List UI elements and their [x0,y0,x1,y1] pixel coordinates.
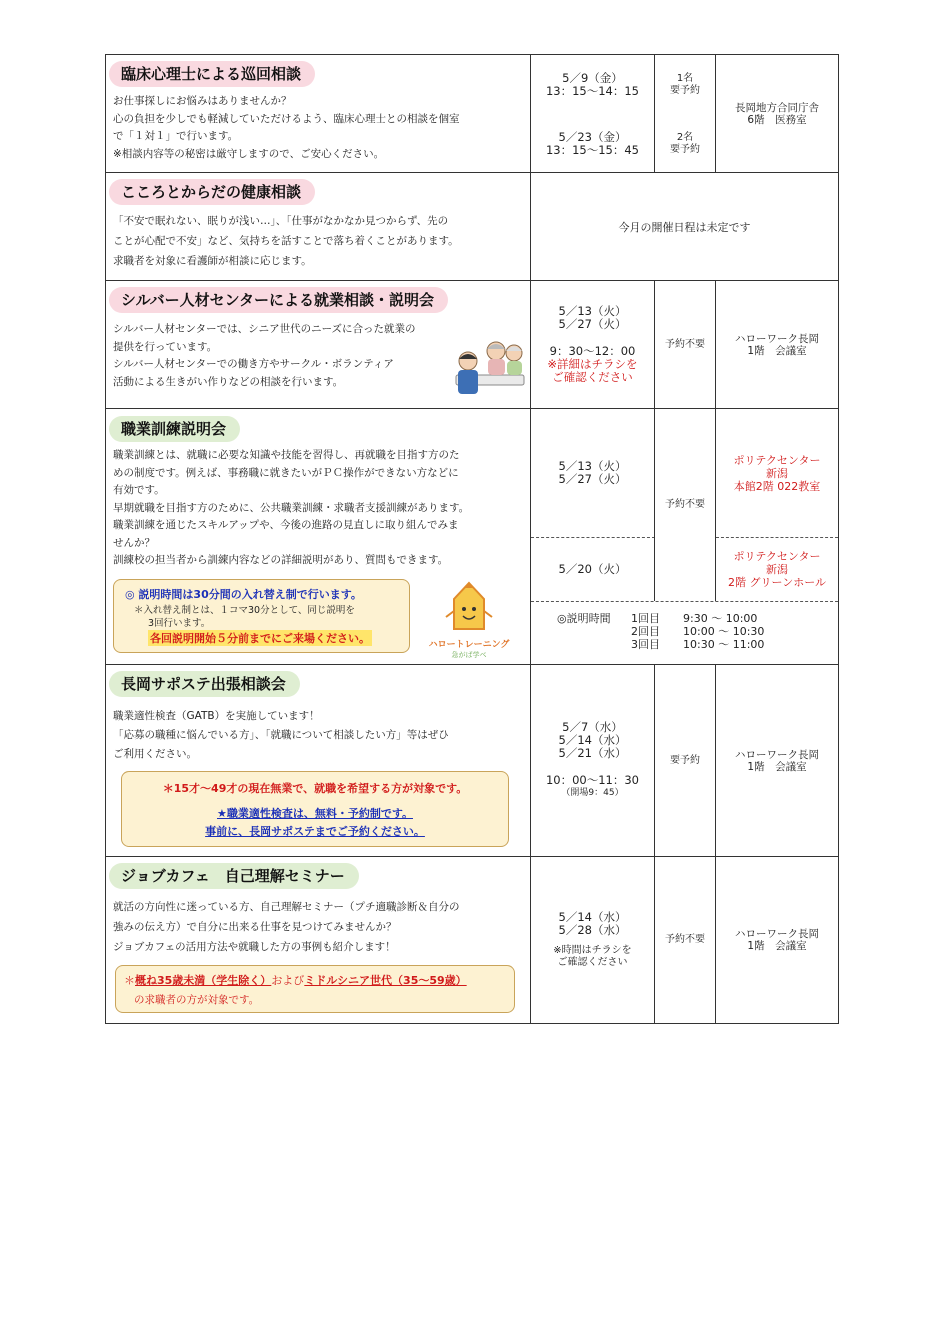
session-time: 10：00〜11：30 [545,773,640,787]
schedule-slot: 2回目 [631,625,660,638]
body-line: 職業訓練とは、就職に必要な知識や技能を習得し、再就職を目指す方のた [113,449,460,461]
session-date: 5／23（金） [558,129,627,144]
session-date: 5／9（金） [562,70,623,85]
schedule-slot: 1回目 [631,612,660,625]
row-title: 長岡サポステ出張相談会 [109,671,300,697]
pencil-character-icon [424,581,514,633]
row-body [113,897,460,957]
venue-line: 1階 会議室 [747,344,807,357]
session-date: 5／13（火） [558,459,627,473]
session-date: 5／21（水） [558,746,627,760]
venue-line: ハローワーク長岡 [735,928,819,940]
session-datetime [531,537,655,601]
row-title: 臨床心理士による巡回相談 [109,61,315,87]
row-silver-center [105,281,839,409]
time-note: ご確認ください [552,370,633,384]
row-title: こころとからだの健康相談 [109,179,315,205]
notice-line: の求職者の方が対象です。 [134,994,260,1006]
body-line: 求職者を対象に看護師が相談に応じます。 [113,255,312,267]
row-title: シルバー人材センターによる就業相談・説明会 [109,287,448,313]
session-datetime [531,114,655,173]
schedule-time: 9:30 〜 10:00 [683,612,758,625]
schedule-slot: 3回目 [631,638,660,651]
body-line: 職業適性検査（GATB）を実施しています！ [113,710,320,722]
schedule-table [105,54,839,1024]
row-body [113,447,469,570]
session-time: 13：15〜15：45 [545,142,640,157]
session-date: 5／28（水） [558,923,627,937]
divider [531,601,838,602]
session-datetime [531,55,655,114]
time-note: ※詳細はチラシを [547,357,638,371]
venue-line: 6階 医務室 [747,114,807,126]
row-body [113,211,459,271]
body-line: ご利用ください。 [113,748,197,760]
session-date: 5／27（火） [558,472,627,486]
session-date: 5／14（水） [558,910,627,924]
venue [716,409,838,537]
body-line: シルバー人材センターでの働き方やサークル・ボランティア [113,358,394,370]
row-description [106,173,531,280]
venue-line: 新潟 [766,466,788,480]
row-clinical-psychologist [105,54,839,173]
reservation: 要予約 [670,143,700,155]
row-saposute [105,665,839,857]
body-line: ことが心配で不安」など、気持ちを話すことで落ち着くことがあります。 [113,235,459,247]
notice-line: ◎ 説明時間は30分間の入れ替え制で行います。 [125,588,362,601]
body-line: で「１対１」で行います。 [113,130,239,142]
row-title: ジョブカフェ 自己理解セミナー [109,863,359,889]
session-datetime [531,281,655,408]
venue-line: 本館2階 022教室 [733,479,821,493]
row-title: 職業訓練説明会 [109,416,240,442]
row-description [106,55,531,172]
session-date: 5／20（火） [558,561,627,576]
body-line: ※相談内容等の秘密は厳守しますので、ご安心ください。 [113,147,385,160]
body-line: 訓練校の担当者から訓練内容などの詳細説明があり、質問もできます。 [113,554,449,566]
schedule-time: 10:30 〜 11:00 [683,638,765,651]
notice-box [113,579,410,653]
row-description [106,665,531,856]
schedule-label: ◎説明時間 [557,612,611,625]
notice-line [124,972,467,988]
row-body [113,321,416,391]
venue-line: 長岡地方合同庁舎 [735,102,819,114]
reservation: 予約不要 [655,281,716,408]
notice-line: 3回行います。 [148,618,211,629]
notice-text: および [271,974,305,987]
body-line: 有効です。 [113,484,165,496]
logo-text: ハロートレーニング [428,640,510,650]
session-capacity [655,55,716,114]
notice-box [121,771,509,847]
schedule-time: 10:00 〜 10:30 [683,625,765,638]
venue-line: ハローワーク長岡 [735,748,819,761]
session-capacity [655,114,716,173]
session-datetime [531,409,655,537]
venue [716,537,838,601]
row-description [106,409,531,664]
reservation: 要予約 [655,665,716,856]
row-vocational-training [105,409,839,665]
row-health-consultation [105,173,839,281]
notice-line: ＊入れ替え制とは、１コマ30分として、同じ説明を [134,605,355,616]
session-date: 5／13（火） [558,304,627,318]
notice-emphasis: 概ね35歳未満（学生除く） [135,974,272,987]
notice-marker: ＊ [124,974,135,987]
time-note: ご確認ください [557,957,628,968]
body-line: 強みの伝え方）で自分に出来る仕事を見つけてみませんか？ [113,921,397,933]
body-line: 提供を行っています。 [113,340,218,353]
venue-line: 1階 会議室 [747,940,807,952]
venue-line: ポリテクセンター [733,453,821,467]
body-line: 「応募の職種に悩んでいる方」、「就職について相談したい方」等はぜひ [113,729,449,741]
notice-line: 事前に、長岡サポステまでご予約ください。 [205,825,425,838]
capacity: 2名 [676,131,694,143]
time-note: （開場9：45） [561,788,624,798]
venue-line: ポリテクセンター [733,549,821,563]
body-line: せんか？ [113,536,155,549]
session-date: 5／7（水） [562,720,623,734]
capacity: 1名 [676,72,694,84]
venue-line: 新潟 [766,562,788,576]
venue-line: 2階 グリーンホール [727,575,827,589]
session-datetime [531,665,655,856]
session-date: 5／27（火） [558,317,627,331]
notice-line: ★職業適性検査は、無料・予約制です。 [217,807,413,820]
reservation: 予約不要 [655,857,716,1023]
body-line: 「不安で眠れない、眠りが浅い…」、「仕事がなかなか見つからず、先の [113,215,449,227]
reservation: 予約不要 [655,409,716,601]
session-datetime [531,857,655,1023]
notice-line: ＊15才〜49才の現在無業で、就職を希望する方が対象です。 [162,782,468,795]
session-date: 5／14（水） [558,733,627,747]
body-line: お仕事探しにお悩みはありませんか？ [113,95,292,107]
venue [716,281,838,408]
time-note: ※時間はチラシを [553,945,632,956]
body-line: ジョブカフェの活用方法や就職した方の事例も紹介します！ [113,941,396,953]
row-description [106,857,531,1023]
session-schedule [557,612,764,651]
notice-line: 各回説明開始５分前までにご来場ください。 [150,632,370,645]
body-line: めの制度です。例えば、事務職に就きたいがＰＣ操作ができない方などに [113,466,459,479]
row-body [113,93,460,163]
logo-tagline: 急がば学べ [451,651,487,659]
venue-line: ハローワーク長岡 [735,332,819,345]
body-line: 就活の方向性に迷っている方、自己理解セミナー（プチ適職診断＆自分の [113,901,460,913]
body-line: 職業訓練を通じたスキルアップや、今後の進路の見直しに取り組んでみま [113,519,459,531]
venue [716,55,838,173]
venue [716,665,838,856]
consultation-illustration [452,339,528,403]
reservation: 要予約 [670,84,700,96]
body-line: 心の負担を少しでも軽減していただけるよう、臨床心理士との相談を個室 [113,112,460,125]
session-time: 9：30〜12：00 [549,344,636,358]
notice-box [115,965,515,1013]
hello-training-logo [424,581,514,659]
venue-line: 1階 会議室 [747,760,807,773]
row-jobcafe [105,857,839,1024]
schedule-note: 今月の開催日程は未定です [618,220,751,234]
session-time: 13：15〜14：15 [545,83,640,98]
venue [716,857,838,1023]
row-description [106,281,531,408]
body-line: シルバー人材センターでは、シニア世代のニーズに合った就業の [113,323,416,335]
notice-emphasis: ミドルシニア世代（35〜59歳） [304,974,467,987]
body-line: 活動による生きがい作りなどの相談を行います。 [113,375,344,388]
row-body [113,707,449,764]
body-line: 早期就職を目指す方のために、公共職業訓練・求職者支援訓練があります。 [113,501,470,514]
